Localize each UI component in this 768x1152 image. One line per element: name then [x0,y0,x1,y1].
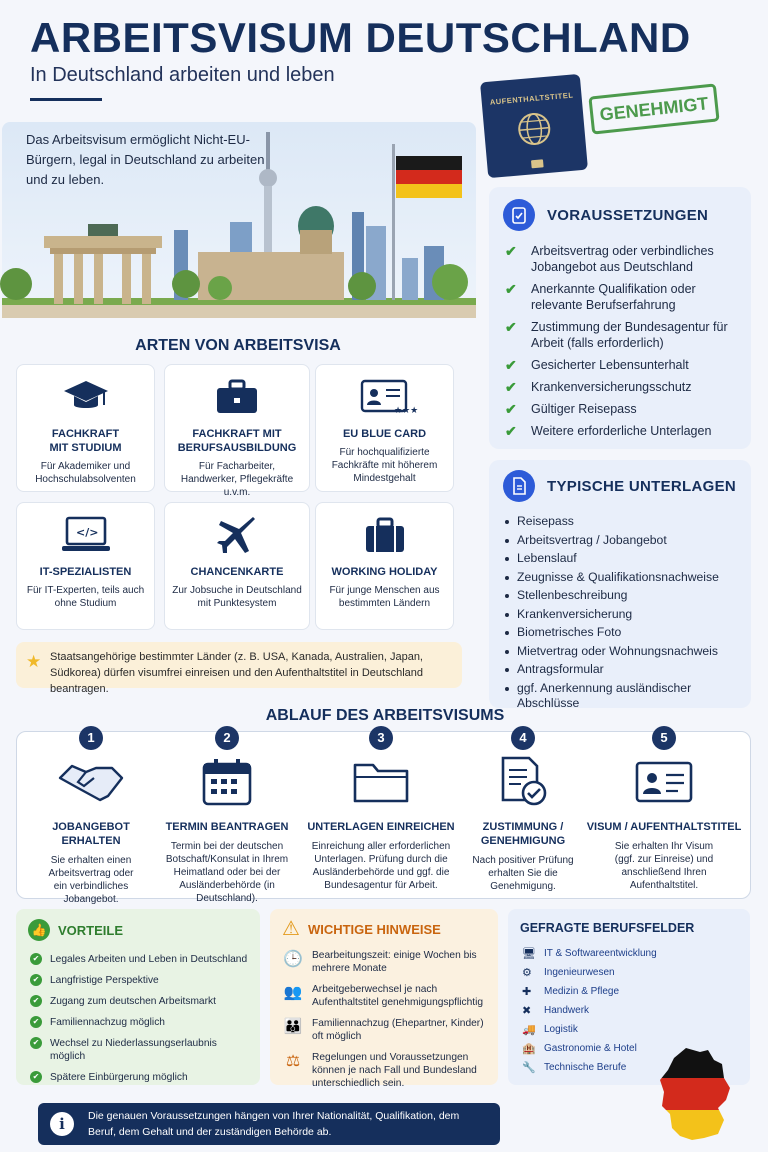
list-item: Antragsformular [503,662,741,677]
process-step-4 [452,726,594,893]
medical-icon: ✚ [522,986,532,998]
check-icon: ✔ [505,379,517,395]
people-icon: 👥 [283,984,303,1001]
requirements-list [505,243,741,439]
list-item: ✔ Weitere erforderliche Unterlagen [505,423,712,439]
list-item: ⚙ Ingenieurwesen [522,967,615,979]
hints-title: WICHTIGE HINWEISE [307,921,441,937]
check-icon: ✔ [30,1016,42,1028]
visa-card-desc: Für junge Menschen aus bestimmten Ländern [329,585,440,609]
germany-map-flag [656,1046,736,1142]
list-item: ✔ Spätere Einbürgerung möglich [30,1071,252,1084]
step-desc: Sie erhalten einen Arbeitsvertrag oder ein verbindliches Jobangebot. [48,855,134,905]
list-item: Zeugnisse & Qualifikationsnachweise [503,570,741,585]
svg-text:★★★: ★★★ [393,406,418,416]
step-title: JOBANGEBOT ERHALTEN [52,821,130,847]
step-title: ZUSTIMMUNG / GENEHMIGUNG [480,821,566,847]
documents-panel [489,460,751,708]
clock-icon: 🕒 [283,951,303,968]
list-item: ✔ Wechsel zu Niederlassungserlaubnis möglich [30,1037,252,1063]
list-item: Krankenversicherung [503,607,741,622]
hints-list [282,949,490,1090]
check-icon: ✔ [505,423,517,439]
laptop-code-icon [60,516,112,554]
hotel-icon: 🏨 [522,1043,536,1055]
step-number: 5 [652,726,676,750]
monitor-icon: 🖥 [522,948,536,960]
approval-document-icon [497,756,549,808]
check-icon: ✔ [30,974,42,986]
info-icon: i [50,1112,74,1136]
passport-label: AUFENTHALTSTITEL [489,90,574,107]
step-desc: Termin bei der deutschen Botschaft/Konsulat in Ihrem Heimatland oder bei der Ausländerbehörde (in Deutschland). [165,841,289,904]
fields-list [522,947,662,1074]
scales-icon: ⚖ [285,1053,301,1070]
visa-card-desc: Für Akademiker und Hochschulabsolventen [35,461,136,485]
fields-title: GEFRAGTE BERUFSFELDER [520,921,695,935]
documents-list [503,514,741,711]
list-item: 👪 Familiennachzug (Ehepartner, Kinder) oft möglich [283,1018,484,1042]
requirements-title: VORAUSSETZUNGEN [547,206,709,224]
passport-illustration [480,74,588,178]
list-item: ✔ Langfristige Perspektive [30,974,252,987]
id-card-icon [360,379,418,416]
step-desc: Einreichung aller erforderlichen Unterlagen. Prüfung durch die Ausländerbehörde und ggf. die Bundesagentur für Arbeit. [311,841,451,891]
step-number: 4 [511,726,535,750]
visa-card-title: IT-SPEZIALISTEN [39,566,132,578]
step-desc: Sie erhalten Ihr Visum (ggf. zur Einreise) und anschließend Ihren Aufenthaltstitel. [614,841,714,891]
list-item: Lebenslauf [503,551,741,566]
info-bar [38,1103,500,1145]
list-item: ⚖ Regelungen und Voraussetzungen können je nach Fall und Bundesland unterschiedlich sein. [282,1051,490,1090]
list-item: ✔ Legales Arbeiten und Leben in Deutschland [30,953,252,966]
list-item: 🔧 Technische Berufe [522,1062,627,1074]
list-item: Mietvertrag oder Wohnungsnachweis [503,644,741,659]
chip-icon [531,159,544,168]
list-item: ✔ Zustimmung der Bundesagentur für Arbeit (falls erforderlich) [505,319,728,350]
visa-card-it-spezialisten[interactable] [16,502,155,630]
check-icon: ✔ [505,243,517,259]
list-item: ✔ Krankenversicherungsschutz [505,379,692,395]
visa-card-fachkraft-ausbildung[interactable] [164,364,310,498]
visa-types-title: ARTEN VON ARBEITSVISA [135,337,341,354]
advantages-title: VORTEILE [58,922,124,938]
list-item: 🕒 Bearbeitungszeit: einige Wochen bis mehrere Monate [283,950,477,974]
visa-card-fachkraft-studium[interactable] [16,364,155,492]
process-step-5 [586,726,742,892]
visa-card-eu-blue-card[interactable] [315,364,454,492]
step-number: 2 [215,726,239,750]
gears-icon: ⚙ [522,967,532,979]
graduation-cap-icon [62,379,110,415]
hero-description: Das Arbeitsvisum ermöglicht Nicht-EU-Bürgern, legal in Deutschland zu arbeiten und zu leben. [26,132,265,187]
process-step-3 [307,726,455,892]
list-item: 🏨 Gastronomie & Hotel [522,1043,637,1055]
star-icon: ★ [26,652,42,671]
truck-icon: 🚚 [522,1024,536,1036]
check-icon: ✔ [30,1071,42,1083]
visa-card-desc: Für hochqualifizierte Fachkräfte mit höherem Mindestgehalt [331,447,438,484]
id-card-icon [634,760,694,804]
process-step-2 [156,726,298,905]
visa-card-title: CHANCENKARTE [190,566,284,578]
check-icon: ✔ [505,357,517,373]
visa-card-desc: Für Facharbeiter, Handwerker, Pflegekräfte u.v.m. [180,461,294,498]
clipboard-check-icon [503,199,535,231]
page-title: ARBEITSVISUM DEUTSCHLAND [30,14,691,61]
visa-card-desc: Für IT-Experten, teils auch ohne Studium [26,585,145,609]
step-title: VISUM / AUFENTHALTSTITEL [586,821,742,833]
check-icon: ✔ [30,953,42,965]
warning-icon: ⚠ [282,918,300,940]
calendar-icon [201,757,253,807]
step-desc: Nach positiver Prüfung erhalten Sie die Genehmigung. [472,855,574,892]
visa-card-chancenkarte[interactable] [164,502,310,630]
documents-title: TYPISCHE UNTERLAGEN [547,477,737,495]
list-item: ggf. Anerkennung ausländischer Abschlüsse [503,681,741,711]
list-item: ✔ Arbeitsvertrag oder verbindliches Jobangebot aus Deutschland [505,243,714,274]
suitcase-icon [363,516,407,554]
family-icon: 👪 [283,1018,303,1035]
list-item: Arbeitsvertrag / Jobangebot [503,533,741,548]
list-item: 🖥 IT & Softwareentwicklung [522,948,657,960]
note-text: Staatsangehörige bestimmter Länder (z. B. USA, Kanada, Australien, Japan, Südkorea) dürfen visumfrei einreisen und den Aufenthaltstitel in Deutschland beantragen. [50,651,424,695]
airplane-icon [215,515,259,555]
step-title: UNTERLAGEN EINREICHEN [307,821,455,833]
step-number: 3 [369,726,393,750]
list-item: Biometrisches Foto [503,625,741,640]
visa-card-title: FACHKRAFT MIT BERUFSAUSBILDUNG [177,428,297,454]
info-text: Die genauen Voraussetzungen hängen von Ihrer Nationalität, Qualifikation, dem Beruf, dem Gehalt und der zuständigen Behörde ab. [88,1110,460,1138]
list-item: ✖ Handwerk [522,1005,590,1017]
approved-stamp: GENEHMIGT [588,83,719,134]
handshake-icon [56,758,126,806]
check-icon: ✔ [505,319,517,335]
thumbs-up-icon: 👍 [28,919,50,941]
advantages-panel [16,909,260,1085]
check-icon: ✔ [30,1037,42,1049]
check-icon: ✔ [505,281,517,297]
check-icon: ✔ [505,401,517,417]
list-item: Stellenbeschreibung [503,588,741,603]
briefcase-icon [215,379,259,415]
wrench-icon: 🔧 [522,1062,536,1074]
list-item: ✔ Gesicherter Lebensunterhalt [505,357,689,373]
globe-icon [513,107,556,150]
visa-card-desc: Zur Jobsuche in Deutschland mit Punktesystem [172,585,302,609]
visa-card-title: WORKING HOLIDAY [331,566,438,578]
visa-free-note [16,642,462,695]
list-item: ✔ Zugang zum deutschen Arbeitsmarkt [30,995,252,1008]
list-item: ✔ Anerkannte Qualifikation oder relevante Berufserfahrung [505,281,696,312]
visa-card-title: EU BLUE CARD [342,428,427,440]
visa-card-title: FACHKRAFT MIT STUDIUM [49,428,122,454]
check-icon: ✔ [30,995,42,1007]
list-item: 👥 Arbeitgeberwechsel je nach Aufenthaltstitel genehmigungspflichtig [283,984,484,1008]
process-step-1 [20,726,162,906]
svg-text:</>: </> [75,526,98,539]
hints-panel [270,909,498,1089]
step-number: 1 [79,726,103,750]
title-underline [30,98,102,101]
list-item: ✔ Gültiger Reisepass [505,401,637,417]
folder-icon [352,759,410,805]
process-title: ABLAUF DES ARBEITSVISUMS [265,707,505,724]
requirements-panel [489,187,751,449]
advantages-list [30,953,252,1084]
list-item: ✚ Medizin & Pflege [522,986,620,998]
list-item: 🚚 Logistik [522,1024,578,1036]
tools-icon: ✖ [522,1005,532,1017]
list-item: ✔ Familiennachzug möglich [30,1016,252,1029]
page-subtitle: In Deutschland arbeiten und leben [30,64,335,86]
list-item: Reisepass [503,514,741,529]
visa-card-working-holiday[interactable] [315,502,454,630]
step-title: TERMIN BEANTRAGEN [165,821,289,833]
document-icon [503,470,535,502]
